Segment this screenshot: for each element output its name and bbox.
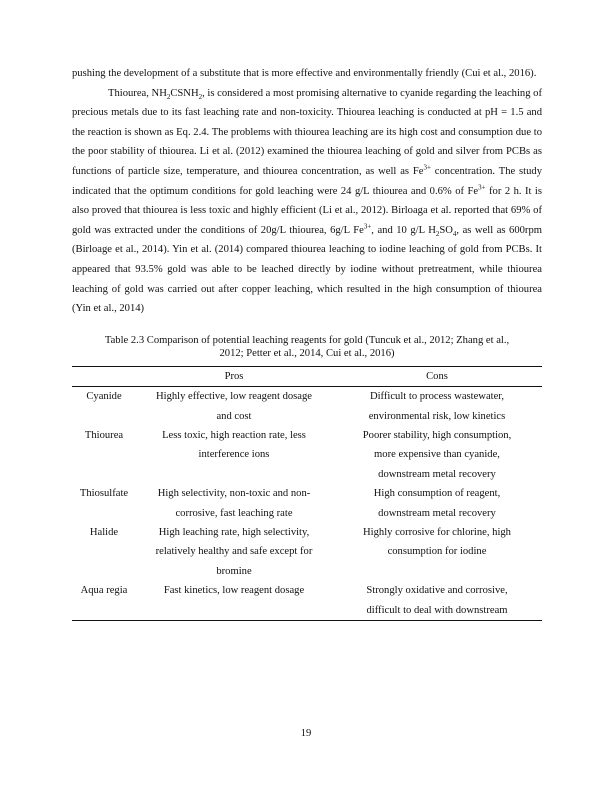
- pros-line: Less toxic, high reaction rate, less: [162, 429, 306, 441]
- cons-line: Poorer stability, high consumption,: [362, 429, 512, 441]
- reagent-cell: Thiourea: [84, 429, 124, 441]
- pros-line: interference ions: [198, 449, 270, 461]
- pros-line: bromine: [216, 565, 252, 577]
- p2-text-c: , is considered a most promising alternative to cyanide regarding the leaching of precious metals due to its fast leaching rate and non-toxicity. Thiourea leaching is conducted at pH = 1.5 and the reaction is shown as Eq. 2.4. The problems with thiourea leaching are its high cost and consumption due to the poor stability of thiourea. Li et al. (2012) examined the thiourea leaching of gold and silver from PCBs as functions of particle size, temperature, and thiourea concentration, as well as Fe: [72, 87, 542, 177]
- page-number: 19: [300, 728, 312, 739]
- p2-sup-1: 3+: [423, 163, 431, 172]
- p2-text-b: CSNH: [170, 87, 199, 99]
- pros-line: High leaching rate, high selectivity,: [158, 526, 310, 538]
- reagent-cell: Thiosulfate: [79, 488, 129, 500]
- pros-line: corrosive, fast leaching rate: [175, 507, 293, 519]
- table-row: [72, 426, 542, 484]
- pros-cell: [136, 426, 332, 484]
- p2-sub-3: 2: [435, 229, 440, 238]
- cons-line: High consumption of reagent,: [373, 488, 501, 500]
- page-body: [72, 64, 542, 621]
- cons-cell: [332, 523, 542, 581]
- table-row: [72, 484, 542, 523]
- header-cons: Cons: [332, 366, 542, 386]
- table-header-row: [72, 366, 542, 386]
- pros-line: relatively healthy and safe except for: [155, 546, 313, 558]
- pros-line: Fast kinetics, low reagent dosage: [163, 585, 305, 597]
- p2-sub-1: 2: [166, 92, 171, 101]
- table-row: [72, 387, 542, 426]
- table-caption-line-2: 2012; Petter et al., 2014, Cui et al., 2016): [219, 347, 395, 359]
- table-caption-line-1: Table 2.3 Comparison of potential leaching reagents for gold (Tuncuk et al., 2012; Zhang et al.,: [104, 334, 510, 346]
- pros-cell: [136, 523, 332, 581]
- cons-line: downstream metal recovery: [378, 468, 496, 480]
- p2-text-g: SO: [439, 224, 453, 236]
- cons-line: more expensive than cyanide,: [374, 449, 500, 461]
- pros-cell: [136, 581, 332, 620]
- cons-line: Difficult to process wastewater,: [369, 391, 505, 403]
- cons-cell: [332, 484, 542, 523]
- paragraph-1: pushing the development of a substitute that is more effective and environmentally friendly (Cui et al., 2016).: [72, 68, 537, 79]
- p2-sub-2: 2: [198, 92, 203, 101]
- p2-text-d: concentration. The study indicated that the optimum conditions for gold leaching were 24 g/L thiourea and 0.6% of Fe: [72, 165, 542, 197]
- cons-line: downstream metal recovery: [378, 507, 496, 519]
- p2-text-f: , and 10 g/L H: [371, 224, 436, 236]
- pros-line: and cost: [216, 410, 252, 422]
- comparison-table: [72, 366, 542, 621]
- header-pros: Pros: [136, 366, 332, 386]
- reagent-cell: Aqua regia: [72, 581, 136, 620]
- table-caption: [72, 334, 542, 360]
- cons-line: difficult to deal with downstream: [366, 604, 508, 616]
- p2-sup-2: 3+: [478, 183, 486, 192]
- cons-line: Strongly oxidative and corrosive,: [366, 585, 508, 597]
- pros-line: Highly effective, low reagent dosage: [155, 391, 312, 403]
- reagent-cell: Halide: [89, 526, 119, 538]
- pros-cell: [136, 387, 332, 426]
- cons-cell: [332, 426, 542, 484]
- p2-sup-3: 3+: [363, 222, 372, 231]
- cons-cell: [332, 387, 542, 426]
- p2-text-e: for 2 h. It is also proved that thiourea is less toxic and highly efficient (Li et al., 2012). Birloaga et al. reported that 69% of gold was extracted under the conditions of 20g/L thiourea, 6g/L Fe: [72, 185, 542, 236]
- paragraph-2: [72, 84, 542, 319]
- cons-line: Highly corrosive for chlorine, high: [363, 526, 511, 538]
- reagent-cell: Cyanide: [86, 391, 122, 403]
- p2-text-h: , as well as 600rpm (Birloage et al., 2014). Yin et al. (2014) compared thiourea leaching to iodine leaching of gold from PCBs. It appeared that 93.5% gold was able to be leached directly by iodine without pretreatment, while thiourea leaching of gold was carried out after copper leaching, which resulted in the high consumption of thiourea (Yin et al., 2014): [72, 224, 542, 315]
- cons-line: environmental risk, low kinetics: [368, 410, 506, 422]
- cons-line: consumption for iodine: [387, 546, 487, 558]
- table-row: [72, 581, 542, 620]
- pros-cell: [136, 484, 332, 523]
- p2-sub-4: 4: [452, 229, 457, 238]
- cons-cell: [332, 581, 542, 620]
- p2-text-a: Thiourea, NH: [108, 87, 167, 99]
- pros-line: High selectivity, non-toxic and non-: [157, 488, 311, 500]
- header-reagent: [72, 366, 136, 386]
- table-row: [72, 523, 542, 581]
